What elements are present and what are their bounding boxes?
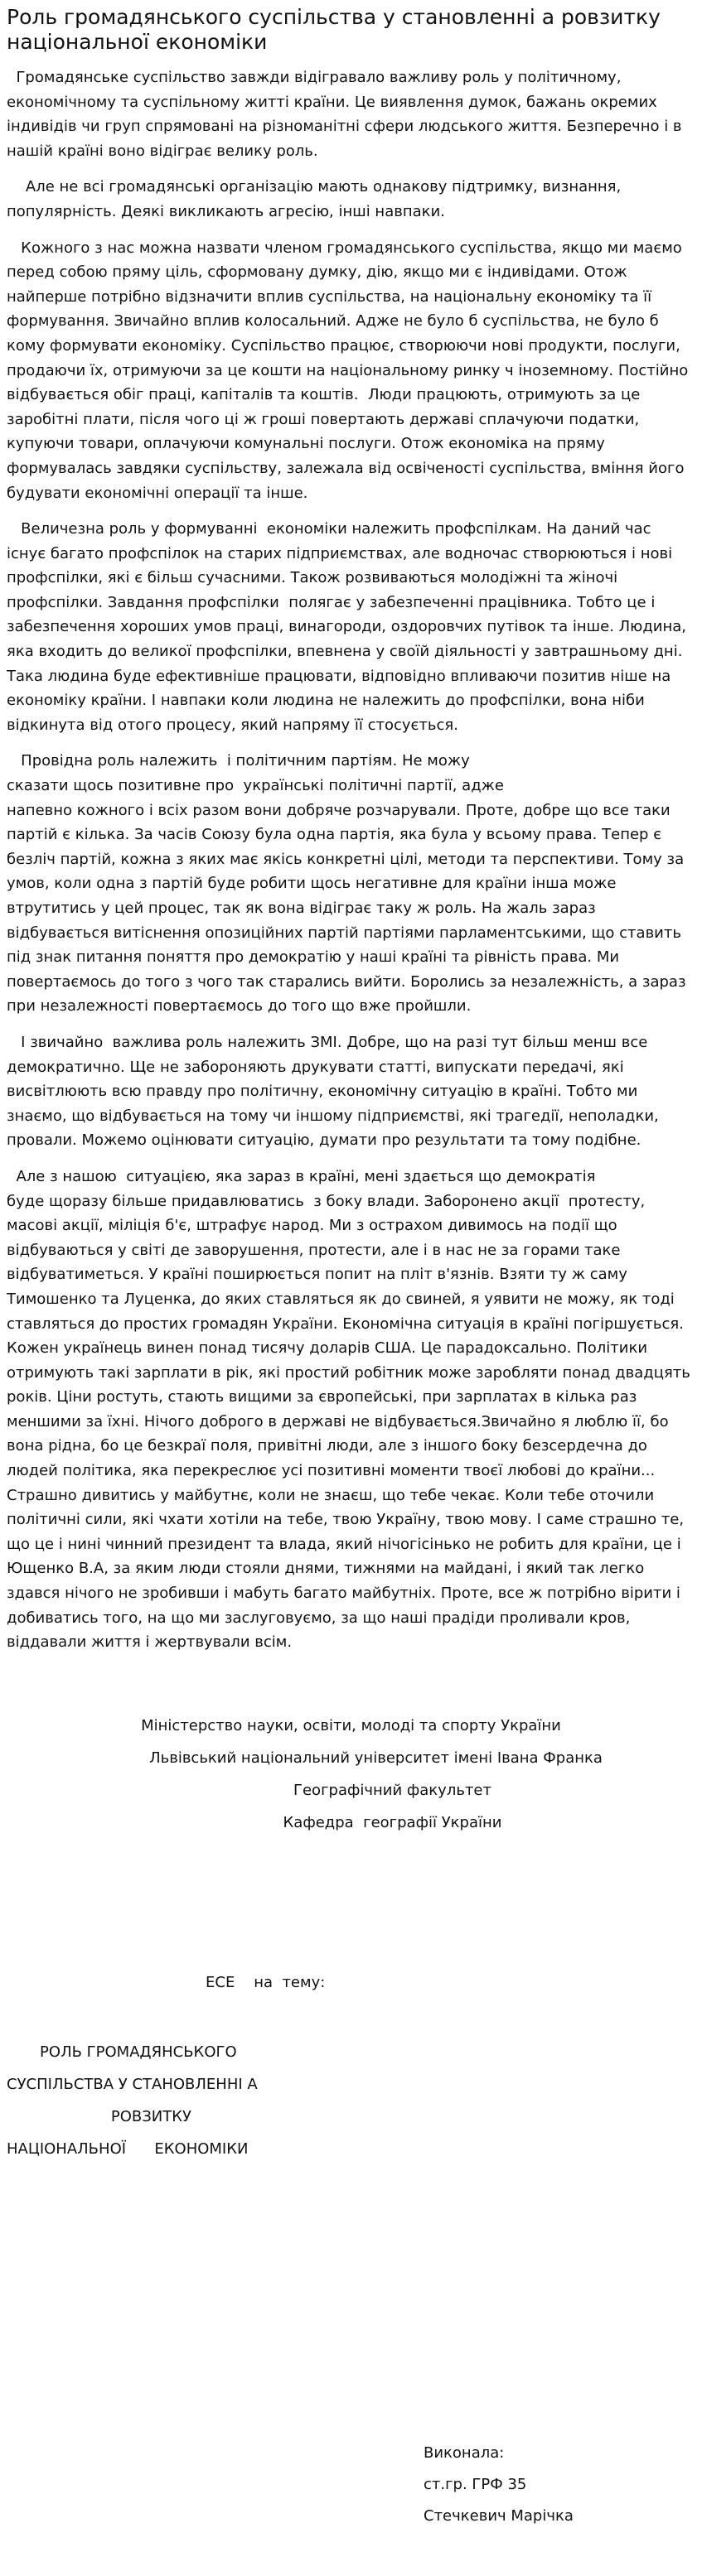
essay-topic-line: НАЦІОНАЛЬНОЇ ЕКОНОМІКИ: [7, 2140, 249, 2158]
faculty-line: Географічний факультет: [293, 1782, 491, 1799]
essay-topic-line: РОВЗИТКУ: [7, 2108, 191, 2125]
author-name: Стечкевич Марічка: [424, 2507, 574, 2525]
essay-topic-line: РОЛЬ ГРОМАДЯНСЬКОГО: [7, 2043, 237, 2061]
paragraph: Громадянське суспільство завжди відігравало важливу роль у політичному, економічному та суспільному житті країни. Це виявлення думок, бажань окремих індивідів чи груп спрямовані на різноманітні сфери людського життя. Безперечно і в нашій країні воно відіграє велику роль.: [7, 69, 687, 160]
ministry-line: Міністерство науки, освіти, молоді та спорту України: [141, 1717, 561, 1734]
paragraph: Але з нашою ситуацією, яка зараз в країні, мені здається що демократія буде щоразу більше придавлюватись з боку влади. Заборонено акції протесту, масові акції, міліція б'є, штрафує народ. Ми з острахом дивимось на події що відбуваються у світі де заворушення, протести, але і в нас не за горами таке відбуватиметься. У країні поширюється попит на пліт в'язнів. Взяти ту ж саму Тимошенко та Луценка, до яких ставляться як до свиней, я уявити не можу, як тоді ставляться до простих громадян України. Економічна ситуація в країні погіршується. Кожен українець винен понад тисячу доларів США. Це парадоксально. Політики отримують такі зарплати в рік, які простий робітник може заробляти понад двадцять років. Ціни ростуть, стають вищими за європейські, при зарплатах в кілька раз меншими за їхні. Нічого доброго в державі не відбувається.Звичайно я люблю її, бо вона рідна, бо це безкраї поля, привітні люди, але з іншого боку безсердечна до людей політика, яка перекреслює усі позитивні моменти твоєї любові до країни... Страшно дивитись у майбутнє, коли не знаєш, що тебе чекає. Коли тебе оточили політичні сили, які чхати хотіли на тебе, твою Україну, твою мову. І саме страшно те, що це і нині чинний президент та влада, який нічогісінько не робить для країни, це і Ющенко В.А, за яким люди стояли днями, тижнями на майдані, і який так легко здався нічого не зробивши і мабуть багато майбутніх. Проте, все ж потрібно вірити і добиватись того, на що ми заслуговуємо, за що наші прадіди проливали кров, віддавали життя і жертвували всім.: [7, 1167, 690, 1652]
document: [7, 0, 695, 1667]
university-line: Львівський національний університет імені Івана Франка: [149, 1749, 603, 1767]
department-line: Кафедра географії України: [283, 1814, 502, 1831]
paragraph: Кожного з нас можна назвати членом громадянського суспільства, якщо ми маємо перед собою пряму ціль, сформовану думку, дію, якщо ми є індивідами. Отож найперше потрібно відзначити вплив суспільства, на національну економіку та її формування. Звичайно вплив колосальний. Адже не було б суспільства, не було б кому формувати економіку. Суспільство працює, створюючи нові продукти, послуги, продаючи їх, отримуючи за це кошти на національному ринку ч іноземному. Постійно відбувається обіг праці, капіталів та коштів. Люди працюють, отримують за це заробітні плати, після чого ці ж гроші повертають державі сплачуючи податки, купуючи товари, оплачуючи комунальні послуги. Отож економіка на пряму формувалась завдяки суспільству, залежала від освіченості суспільства, вміння його будувати економічні операції та інше.: [7, 239, 694, 502]
document-title: Роль громадянського суспільства у становленні а ровзитку національної економіки: [7, 5, 661, 54]
paragraph: Величезна роль у формуванні економіки належить профспілкам. На даний час існує багато профспілок на старих підприємствах, але водночас створюються і нові профспілки, які є більш сучасними. Також розвиваються молодіжні та жіночі профспілки. Завдання профспілки полягає у забезпеченні працівника. Тобто це і забезпечення хороших умов праці, винагороди, оздоровчих путівок та інше. Людина, яка входить до великої профспілки, впевнена у своїй діяльності у завтрашньому дні. Така людина буде ефективніше працювати, відповідно впливаючи позитив ніше на економіку країни. І навпаки коли людина не належить до профспілки, вона ніби відкинута від отого процесу, який напряму її стосується.: [7, 520, 691, 734]
paragraph: Провідна роль належить і політичним партіям. Не можу сказати щось позитивне про українські політичні партії, адже напевно кожного і всіх разом вони добряче розчарували. Проте, добре що все таки партій є кілька. За часів Союзу була одна партія, яка була у всьому права. Тепер є безліч партій, кожна з яких має якісь конкретні цілі, методи та перспективи. Тому за умов, коли одна з партій буде робити щось негативне для країни інша може втрутитись у цей процес, так як вона відіграє таку ж роль. На жаль зараз відбувається витіснення опозиційних партій партіями парламентськими, що ставить під знак питання поняття про демократію у наші країні та рівність права. Ми повертаємось до того з чого так старались вийти. Боролись за незалежність, а зараз при незалежності повертаємось до того що вже пройшли.: [7, 752, 686, 1015]
paragraph: Але не всі громадянські організацію мають однакову підтримку, визнання, популярність. Деякі викликають агресію, інші навпаки.: [7, 178, 626, 220]
paragraph: І звичайно важлива роль належить ЗМІ. Добре, що на разі тут більш менш все демократично. Ще не забороняють друкувати статті, випускати передачі, які висвітлюють всю правду про політичну, економічну ситуацію в країні. Тобто ми знаємо, що відбувається на тому чи іншому підприємстві, які трагедії, неполадки, провали. Можемо оцінювати ситуацію, думати про результати та тому подібне.: [7, 1033, 664, 1150]
essay-body: [7, 65, 695, 1655]
student-group: ст.гр. ГРФ 35: [424, 2476, 527, 2493]
essay-topic-line: СУСПІЛЬСТВА У СТАНОВЛЕННІ А: [7, 2076, 258, 2093]
essay-label: ЕСЕ на тему:: [206, 1974, 326, 1991]
performed-label: Виконала:: [424, 2444, 505, 2462]
